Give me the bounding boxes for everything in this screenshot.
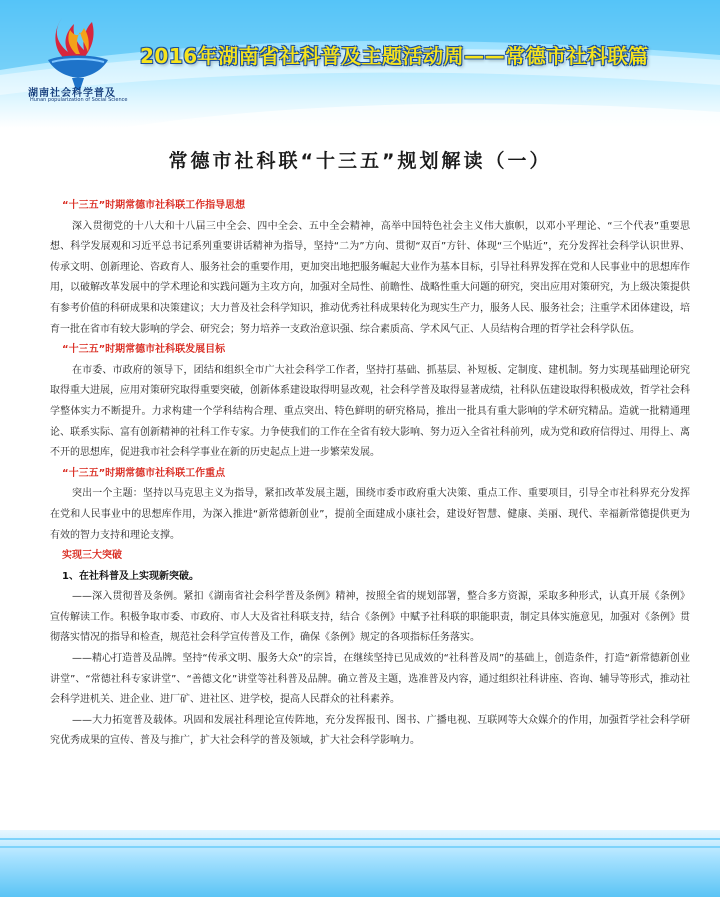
- section-development-goals: [50, 340, 690, 464]
- banner-title: 2016年湖南省社科普及主题活动周——常德市社科联篇: [140, 44, 649, 68]
- section-heading: “十三五”时期常德市社科联工作指导思想: [62, 200, 246, 211]
- logo-english-text: Hunan popularization of Social Science: [30, 97, 128, 103]
- paragraph: ——大力拓宽普及载体。巩固和发展社科理论宣传阵地，充分发挥报刊、图书、广播电视、互联网等大众媒介的作用，加强哲学社会科学研究优秀成果的宣传、普及与推广，扩大社会科学的普及领域，扩大社会科学影响力。: [50, 714, 690, 747]
- footer-band: [0, 830, 720, 897]
- section-work-focus: [50, 464, 690, 546]
- footer-stripe: [0, 846, 720, 848]
- paragraph: 深入贯彻党的十八大和十八届三中全会、四中全会、五中全会精神，高举中国特色社会主义伟大旗帜，以邓小平理论、“三个代表”重要思想、科学发展观和习近平总书记系列重要讲话精神为指导，坚持“二为”方向、贯彻“双百”方针、体现“三个贴近”，充分发挥社会科学认识世界、传承文明、创新理论、咨政育人、服务社会的重要作用，更加突出地把服务崛起大业作为基本目标，引导社科界发挥在党和人民事业中的思想库作用，以破解改革发展中的学术理论和实践问题为主攻方向，加强对全局性、前瞻性、战略性重大问题的研究，突出应用对策研究，为上级决策提供有参考价值的科研成果和决策建议；大力普及社会科学知识，推动优秀社科成果转化为现实生产力，服务人民、服务社会；注重学术团体建设，培育一批在省市有较大影响的学会、研究会；努力培养一支政治意识强、综合素质高、学术风气正、人员结构合理的哲学社会科学队伍。: [50, 220, 690, 335]
- section-guiding-ideology: [50, 196, 690, 340]
- logo-chinese-text: 湖南社会科学普及: [28, 88, 116, 99]
- page-title: 常德市社科联“十三五”规划解读（一）: [168, 150, 552, 172]
- paragraph: ——深入贯彻普及条例。紧扣《湖南省社会科学普及条例》精神，按照全省的规划部署，整合多方资源，采取多种形式，认真开展《条例》宣传解读工作。积极争取市委、市政府、市人大及省社科联支持，结合《条例》中赋予社科联的职能职责，制定具体实施意见，加强对《条例》贯彻落实情况的指导和检查，规范社会科学宣传普及工作，确保《条例》规定的各项指标任务落实。: [50, 591, 690, 644]
- paragraph: 在市委、市政府的领导下，团结和组织全市广大社会科学工作者，坚持打基础、抓基层、补短板、定制度、建机制。努力实现基础理论研究取得重大进展，应用对策研究取得重要突破，创新体系建设取得明显改观，社会科学普及取得显著成绩，社科队伍建设取得积极成效，哲学社会科学整体实力不断提升。力求构建一个学科结构合理、重点突出、特色鲜明的研究格局，推出一批具有重大影响的学术研究精品。造就一批精通理论、联系实际、富有创新精神的社科工作专家。力争使我们的工作在全省有较大影响、努力迈入全省社科前列，成为党和政府信得过、用得上、离不开的思想库，促进我市社会科学事业在新的历史起点上进一步繁荣发展。: [50, 364, 690, 459]
- section-breakthroughs: [50, 546, 690, 752]
- paragraph: ——精心打造普及品牌。坚持“传承文明、服务大众”的宗旨，在继续坚持已见成效的“社科普及周”的基础上，创造条件，打造“新常德新创业讲堂”、“常德社科专家讲堂”、“善德文化”讲堂等社科普及品牌。确立普及主题，选准普及内容，通过组织社科讲座、咨询、辅导等形式，推动社会科学进机关、进企业、进厂矿、进社区、进学校，提高人民群众的社科素养。: [50, 653, 690, 706]
- paragraph: 突出一个主题：坚持以马克思主义为指导，紧扣改革发展主题，围绕市委市政府重大决策、重点工作、重要项目，引导全市社科界充分发挥在党和人民事业中的思想库作用，为深入推进“新常德新创业”，提前全面建成小康社会，建设好智慧、健康、美丽、现代、幸福新常德提供更为有效的智力支持和理论支撑。: [50, 488, 690, 541]
- header-banner: [0, 0, 720, 128]
- section-heading: “十三五”时期常德市社科联工作重点: [62, 467, 226, 479]
- sub-heading: 1、在社科普及上实现新突破。: [62, 570, 199, 582]
- section-heading: 实现三大突破: [62, 550, 122, 562]
- footer-stripe: [0, 838, 720, 840]
- section-heading: “十三五”时期常德市社科联发展目标: [62, 344, 226, 356]
- article-body: [50, 196, 690, 752]
